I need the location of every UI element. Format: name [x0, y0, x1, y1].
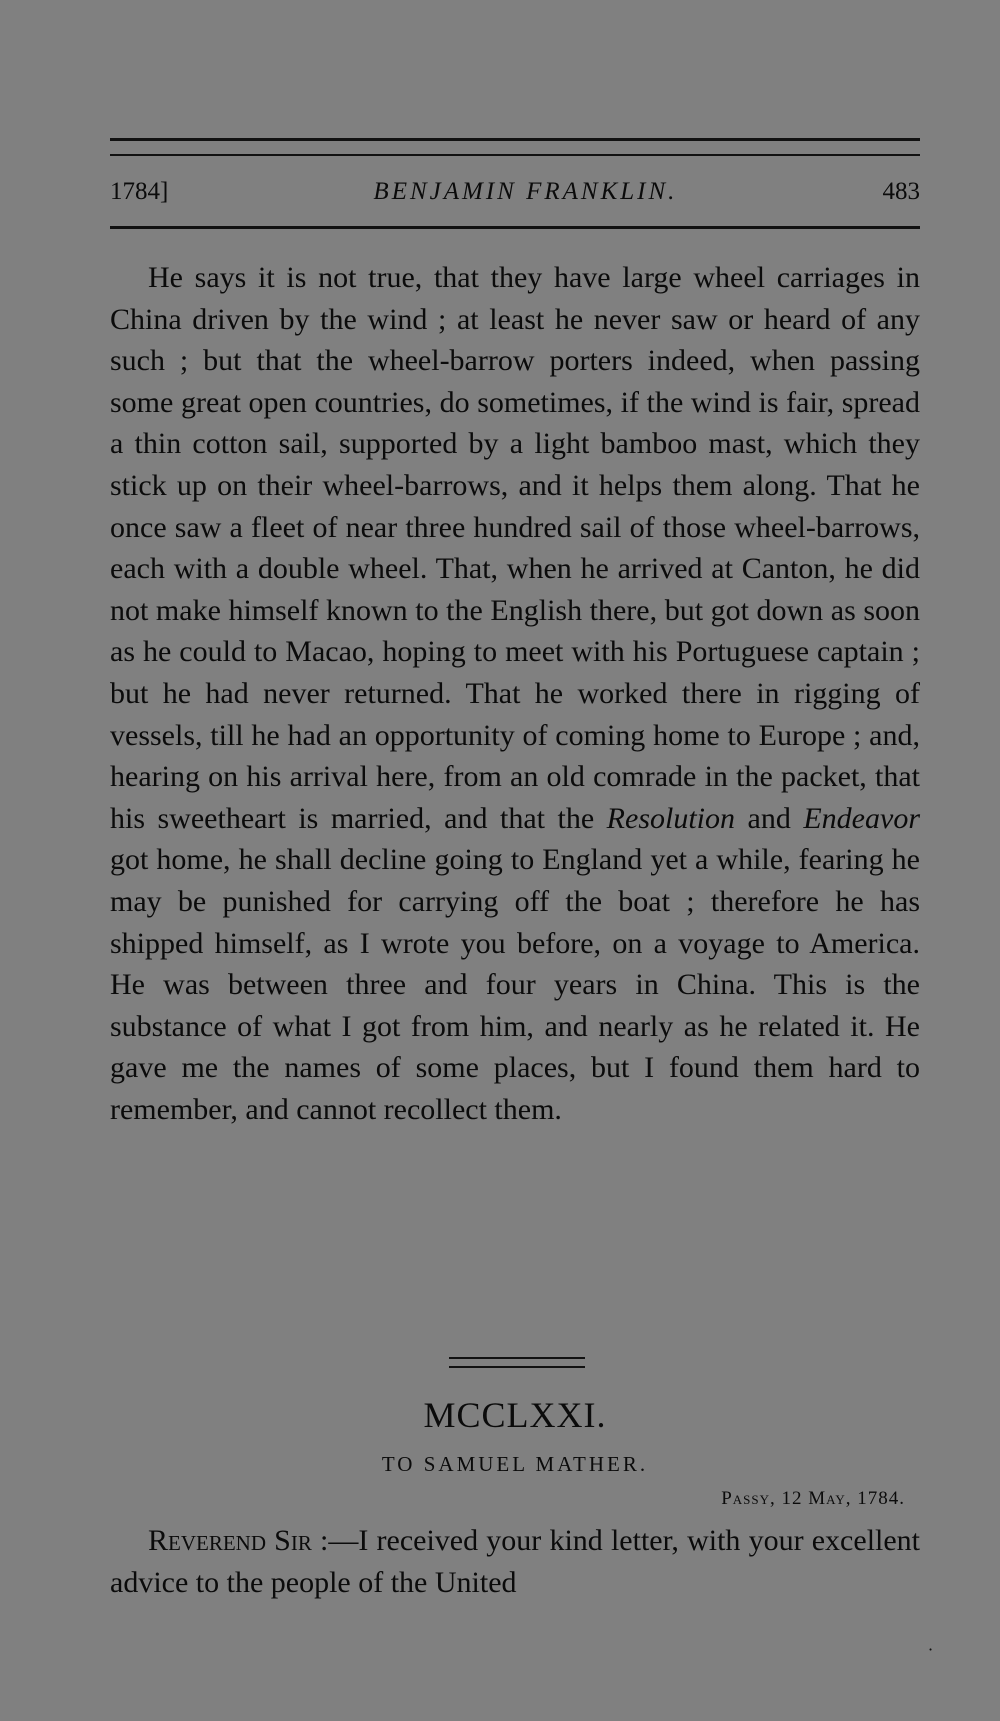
letter-text — [110, 1520, 920, 1603]
running-header — [110, 178, 920, 218]
paragraph-part-2: and — [735, 801, 804, 835]
letter-number: MCCLXXI. — [423, 1395, 607, 1435]
paragraph-part-1: He says it is not true, that they have large wheel carriages in China driven by the wind ; at least he never saw or heard of any such ; but that the wheel-barrow porters indeed, when passing some great open countries, do sometimes, if the wind is fair, spread a thin cotton sail, supported by a light bamboo mast, which they stick up on their wheel-barrows, and it helps them along. That he once saw a fleet of near three hundred sail of those wheel-barrows, each with a double wheel. That, when he arrived at Canton, he did not make himself known to the English there, but got down as soon as he could to Macao, hoping to meet with his Portuguese captain ; but he had never returned. That he worked there in rigging of vessels, till he had an opportunity of coming home to Europe ; and, hearing on his arrival here, from an old comrade in the packet, that his sweetheart is married, and that the — [110, 261, 920, 835]
paragraph — [110, 257, 920, 1130]
ship-name-resolution: Resolution — [606, 801, 735, 835]
running-title: BENJAMIN FRANKLIN. — [373, 178, 678, 205]
letter-addressee: TO SAMUEL MATHER. — [381, 1452, 649, 1476]
header-year: 1784] — [110, 178, 169, 205]
body-text — [110, 257, 920, 1130]
salutation: Reverend Sir : — [148, 1524, 329, 1557]
section-separator-second — [449, 1366, 585, 1368]
top-rule-thin — [110, 154, 920, 156]
letter-opening-paragraph — [110, 1520, 920, 1603]
print-speck: · — [928, 1640, 934, 1659]
paragraph-part-3: got home, he shall decline going to England yet a while, fearing he may be punished for carrying off the boat ; therefore he has shipped himself, as I wrote you before, on a voyage to America. He was between three and four years in China. This is the substance of what I got from him, and nearly as he related it. He gave me the names of some places, but I found them hard to remember, and cannot recollect them. — [110, 843, 920, 1126]
top-rule — [110, 138, 920, 141]
header-rule — [110, 226, 920, 229]
ship-name-endeavor: Endeavor — [803, 801, 920, 835]
letter-opening: —I received your kind letter, with your excellent advice to the people of the United — [110, 1524, 921, 1599]
page-number: 483 — [882, 178, 920, 205]
section-separator — [449, 1357, 585, 1359]
letter-dateline: Passy, 12 May, 1784. — [721, 1488, 905, 1509]
